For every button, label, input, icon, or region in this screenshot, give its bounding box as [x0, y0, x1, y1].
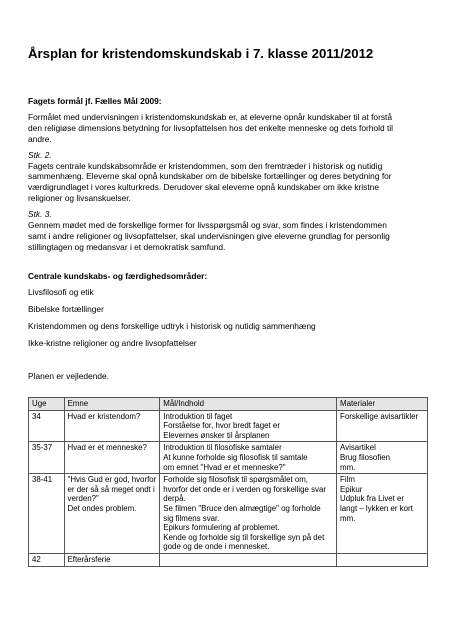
cell-materialer: [337, 442, 428, 474]
text-line: religioner og livsanskuelser.: [28, 193, 131, 204]
purpose-heading: Fagets formål jf. Fælles Mål 2009:: [28, 96, 162, 106]
table-row: [29, 474, 428, 554]
cell-line: Introduktion til faget: [163, 411, 233, 421]
cell-line: Introduktion til filosofiske samtaler: [163, 443, 282, 453]
stk2-label: Stk. 2.: [28, 149, 52, 160]
cell-line: Avisartikel: [340, 443, 376, 453]
text-line: stillingtagen og medansvar i et demokratisk samfund.: [28, 241, 226, 252]
cell-line: er der så så meget ondt i: [67, 484, 155, 494]
cell-line: hvorfor det onde er i verden og forskellige svar: [163, 484, 327, 494]
area-item: Livsfilosofi og etik: [28, 286, 94, 297]
cell-maal: [160, 410, 337, 442]
areas-section: [28, 271, 426, 349]
cell-line: Forskellige avisartikler: [340, 411, 419, 421]
year-plan-table: [28, 397, 428, 567]
table-row: [29, 442, 428, 474]
document-title: Årsplan for kristendomskundskab i 7. klasse 2011/2012: [28, 46, 374, 61]
plan-note: Planen er vejledende.: [28, 371, 110, 381]
cell-line: gode og de onde i mennesket.: [163, 542, 270, 552]
cell-line: verden?": [67, 494, 99, 504]
cell-uge: 42: [29, 553, 65, 566]
table-row: [29, 553, 428, 566]
text-line: værdigrundlaget i vores kulturkreds. Derudover skal eleverne opnå kundskaber om ikke kristne: [28, 182, 379, 193]
area-item: Ikke-kristne religioner og andre livsopfattelser: [28, 337, 197, 348]
cell-uge: 34: [29, 410, 65, 442]
table-row: [29, 410, 428, 442]
stk3-label: Stk. 3.: [28, 209, 52, 220]
cell-line: Se filmen "Bruce den almægtige" og forholde: [163, 503, 321, 513]
cell-line: om emnet "Hvad er et menneske?": [163, 462, 286, 472]
cell-line: sig filmens svar.: [163, 513, 220, 523]
cell-line: Kende og forholde sig til forskellige syn på det: [163, 532, 325, 542]
cell-emne: [64, 553, 160, 566]
cell-line: mm.: [340, 513, 356, 523]
cell-maal: [160, 442, 337, 474]
cell-line: Det ondes problem.: [67, 503, 137, 513]
text-line: Gennem mødet med de forskellige former for livsspørgsmål og svar, som findes i kristendommen: [28, 220, 387, 231]
text-line: Fagets centrale kundskabsområde er kristendommen, som den fremtræder i historisk og nutidig: [28, 160, 383, 171]
purpose-paragraph-1: [28, 112, 426, 145]
cell-line: Forholde sig filosofisk til spørgsmålet om,: [163, 475, 308, 485]
cell-emne: [64, 410, 160, 442]
cell-line: Hvad er kristendom?: [67, 411, 141, 421]
header-emne: Emne: [64, 398, 160, 411]
cell-line: Elevernes ønsker til årsplanen: [163, 430, 270, 440]
cell-line: langt – lykken er kort: [340, 503, 413, 513]
cell-line: Efterårsferie: [67, 554, 111, 564]
cell-materialer: [337, 410, 428, 442]
cell-materialer: [337, 553, 428, 566]
area-item: Kristendommen og dens forskellige udtryk i historisk og nutidig sammenhæng: [28, 320, 316, 331]
cell-line: Brug filosofien: [340, 452, 391, 462]
cell-maal: [160, 474, 337, 554]
cell-uge: 38-41: [29, 474, 65, 554]
cell-materialer: [337, 474, 428, 554]
page-bottom-margin: [0, 628, 452, 640]
area-item: Bibelske fortællinger: [28, 303, 104, 314]
text-line: andre.: [28, 133, 52, 144]
text-line: Formålet med undervisningen i kristendomskundskab er, at eleverne opnår kundskaber til at forstå: [28, 111, 393, 122]
header-materialer: Materialer: [337, 398, 428, 411]
cell-line: mm.: [340, 462, 356, 472]
cell-line: "Hvis Gud er god, hvorfor: [67, 475, 157, 485]
cell-line: Epikurs formulering af problemet.: [163, 523, 280, 533]
text-line: sammenhæng. Eleverne skal opnå kundskaber om de bibelske fortællinger og deres betydning for: [28, 171, 392, 182]
cell-line: At kunne forholde sig filosofisk til samtale: [163, 452, 308, 462]
cell-emne: [64, 442, 160, 474]
text-line: den religiøse dimensions betydning for livsopfattelsen hos det enkelte menneske og dets forhold til: [28, 122, 393, 133]
header-uge: Uge: [29, 398, 65, 411]
purpose-paragraph-3: [28, 220, 426, 253]
header-maal: Mål/Indhold: [160, 398, 337, 411]
table-header-row: [29, 398, 428, 411]
text-line: samt i andre religioner og livsopfattelser, skal undervisningen give eleverne grundlag for personlig: [28, 230, 390, 241]
cell-line: derpå.: [163, 494, 186, 504]
areas-heading: Centrale kundskabs- og færdighedsområder:: [28, 271, 208, 281]
purpose-section: [28, 96, 426, 253]
cell-maal: [160, 553, 337, 566]
cell-uge: 35-37: [29, 442, 65, 474]
purpose-paragraph-2: [28, 161, 426, 205]
cell-emne: [64, 474, 160, 554]
cell-line: Epikur: [340, 484, 363, 494]
cell-line: Hvad er et menneske?: [67, 443, 147, 453]
cell-line: Forståelse for, hvor bredt faget er: [163, 421, 280, 431]
cell-line: Film: [340, 475, 355, 485]
cell-line: Udpluk fra Livet er: [340, 494, 405, 504]
